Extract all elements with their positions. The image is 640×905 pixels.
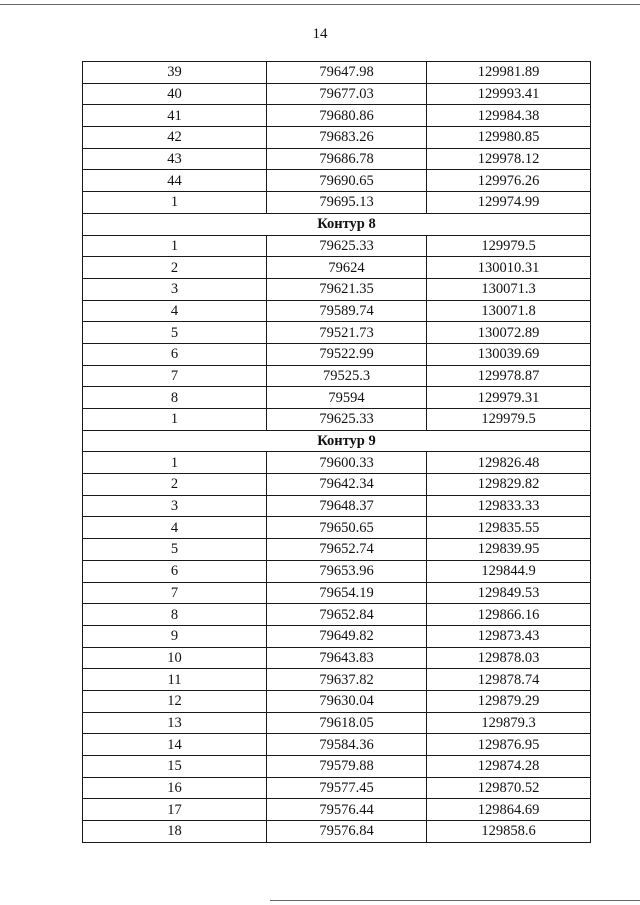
x-coordinate-cell: 79643.83	[267, 647, 427, 669]
table-row	[83, 365, 591, 387]
x-coordinate-cell: 79579.88	[267, 756, 427, 778]
x-coordinate-cell: 79521.73	[267, 322, 427, 344]
point-number-cell: 8	[83, 387, 267, 409]
x-coordinate-cell: 79652.74	[267, 539, 427, 561]
point-number-cell: 7	[83, 582, 267, 604]
point-number-cell: 16	[83, 777, 267, 799]
point-number-cell: 43	[83, 148, 267, 170]
x-coordinate-cell: 79600.33	[267, 452, 427, 474]
table-row	[83, 452, 591, 474]
point-number-cell: 13	[83, 712, 267, 734]
point-number-cell: 14	[83, 734, 267, 756]
y-coordinate-cell: 130072.89	[427, 322, 591, 344]
y-coordinate-cell: 129866.16	[427, 604, 591, 626]
y-coordinate-cell: 129978.12	[427, 148, 591, 170]
y-coordinate-cell: 129976.26	[427, 170, 591, 192]
y-coordinate-cell: 129974.99	[427, 192, 591, 214]
point-number-cell: 42	[83, 127, 267, 149]
point-number-cell: 2	[83, 257, 267, 279]
table-row	[83, 62, 591, 84]
y-coordinate-cell: 130039.69	[427, 343, 591, 365]
table-row	[83, 821, 591, 843]
point-number-cell: 39	[83, 62, 267, 84]
table-row	[83, 582, 591, 604]
x-coordinate-cell: 79584.36	[267, 734, 427, 756]
x-coordinate-cell: 79683.26	[267, 127, 427, 149]
section-title: Контур 9	[317, 433, 376, 450]
y-coordinate-cell: 129833.33	[427, 495, 591, 517]
table-row	[83, 517, 591, 539]
y-coordinate-cell: 129870.52	[427, 777, 591, 799]
y-coordinate-cell: 129979.31	[427, 387, 591, 409]
table-row	[83, 105, 591, 127]
y-coordinate-cell: 129879.29	[427, 690, 591, 712]
y-coordinate-cell: 130010.31	[427, 257, 591, 279]
table-row	[83, 799, 591, 821]
x-coordinate-cell: 79625.33	[267, 235, 427, 257]
point-number-cell: 12	[83, 690, 267, 712]
point-number-cell: 40	[83, 83, 267, 105]
y-coordinate-cell: 129849.53	[427, 582, 591, 604]
point-number-cell: 17	[83, 799, 267, 821]
point-number-cell: 18	[83, 821, 267, 843]
point-number-cell: 44	[83, 170, 267, 192]
section-title: Контур 8	[317, 216, 376, 233]
table-row	[83, 539, 591, 561]
y-coordinate-cell: 129858.6	[427, 821, 591, 843]
y-coordinate-cell: 129826.48	[427, 452, 591, 474]
table-row	[83, 734, 591, 756]
y-coordinate-cell: 129844.9	[427, 560, 591, 582]
x-coordinate-cell: 79624	[267, 257, 427, 279]
table-row	[83, 343, 591, 365]
table-row	[83, 690, 591, 712]
point-number-cell: 2	[83, 474, 267, 496]
table-row	[83, 235, 591, 257]
x-coordinate-cell: 79654.19	[267, 582, 427, 604]
point-number-cell: 8	[83, 604, 267, 626]
table-row	[83, 170, 591, 192]
x-coordinate-cell: 79647.98	[267, 62, 427, 84]
table-row	[83, 560, 591, 582]
scan-edge-top	[0, 4, 640, 5]
table-row	[83, 474, 591, 496]
point-number-cell: 7	[83, 365, 267, 387]
x-coordinate-cell: 79625.33	[267, 409, 427, 431]
point-number-cell: 4	[83, 300, 267, 322]
point-number-cell: 1	[83, 235, 267, 257]
x-coordinate-cell: 79648.37	[267, 495, 427, 517]
table-row	[83, 83, 591, 105]
table-row	[83, 300, 591, 322]
y-coordinate-cell: 129878.03	[427, 647, 591, 669]
table-row	[83, 387, 591, 409]
y-coordinate-cell: 129864.69	[427, 799, 591, 821]
x-coordinate-cell: 79652.84	[267, 604, 427, 626]
table-row	[83, 192, 591, 214]
y-coordinate-cell: 129839.95	[427, 539, 591, 561]
table-row	[83, 669, 591, 691]
table-row	[83, 409, 591, 431]
table-row	[83, 127, 591, 149]
x-coordinate-cell: 79680.86	[267, 105, 427, 127]
table-row	[83, 278, 591, 300]
table-row	[83, 712, 591, 734]
point-number-cell: 1	[83, 409, 267, 431]
section-header-row	[83, 213, 591, 235]
point-number-cell: 1	[83, 452, 267, 474]
page-number: 14	[312, 26, 328, 42]
x-coordinate-cell: 79618.05	[267, 712, 427, 734]
x-coordinate-cell: 79686.78	[267, 148, 427, 170]
y-coordinate-cell: 129835.55	[427, 517, 591, 539]
point-number-cell: 15	[83, 756, 267, 778]
y-coordinate-cell: 129978.87	[427, 365, 591, 387]
y-coordinate-cell: 129993.41	[427, 83, 591, 105]
table-row	[83, 647, 591, 669]
point-number-cell: 41	[83, 105, 267, 127]
x-coordinate-cell: 79589.74	[267, 300, 427, 322]
table-row	[83, 777, 591, 799]
x-coordinate-cell: 79690.65	[267, 170, 427, 192]
y-coordinate-cell: 129984.38	[427, 105, 591, 127]
y-coordinate-cell: 129979.5	[427, 409, 591, 431]
x-coordinate-cell: 79653.96	[267, 560, 427, 582]
x-coordinate-cell: 79577.45	[267, 777, 427, 799]
y-coordinate-cell: 129980.85	[427, 127, 591, 149]
point-number-cell: 9	[83, 625, 267, 647]
x-coordinate-cell: 79677.03	[267, 83, 427, 105]
table-row	[83, 495, 591, 517]
table-row	[83, 756, 591, 778]
x-coordinate-cell: 79621.35	[267, 278, 427, 300]
table-row	[83, 604, 591, 626]
section-header-cell	[83, 430, 591, 452]
point-number-cell: 4	[83, 517, 267, 539]
x-coordinate-cell: 79630.04	[267, 690, 427, 712]
x-coordinate-cell: 79637.82	[267, 669, 427, 691]
x-coordinate-cell: 79576.44	[267, 799, 427, 821]
y-coordinate-cell: 130071.3	[427, 278, 591, 300]
point-number-cell: 5	[83, 539, 267, 561]
section-header-cell	[83, 213, 591, 235]
y-coordinate-cell: 129873.43	[427, 625, 591, 647]
y-coordinate-cell: 129979.5	[427, 235, 591, 257]
y-coordinate-cell: 130071.8	[427, 300, 591, 322]
point-number-cell: 6	[83, 343, 267, 365]
point-number-cell: 1	[83, 192, 267, 214]
table-row	[83, 625, 591, 647]
y-coordinate-cell: 129981.89	[427, 62, 591, 84]
x-coordinate-cell: 79649.82	[267, 625, 427, 647]
coordinates-table	[82, 61, 591, 843]
x-coordinate-cell: 79594	[267, 387, 427, 409]
point-number-cell: 3	[83, 495, 267, 517]
y-coordinate-cell: 129876.95	[427, 734, 591, 756]
table-row	[83, 257, 591, 279]
coordinates-table-body	[83, 62, 591, 843]
point-number-cell: 5	[83, 322, 267, 344]
point-number-cell: 10	[83, 647, 267, 669]
scan-edge-bottom	[270, 900, 640, 901]
x-coordinate-cell: 79576.84	[267, 821, 427, 843]
point-number-cell: 3	[83, 278, 267, 300]
section-header-row	[83, 430, 591, 452]
table-row	[83, 148, 591, 170]
x-coordinate-cell: 79650.65	[267, 517, 427, 539]
y-coordinate-cell: 129874.28	[427, 756, 591, 778]
table-row	[83, 322, 591, 344]
y-coordinate-cell: 129829.82	[427, 474, 591, 496]
x-coordinate-cell: 79642.34	[267, 474, 427, 496]
x-coordinate-cell: 79525.3	[267, 365, 427, 387]
point-number-cell: 6	[83, 560, 267, 582]
y-coordinate-cell: 129879.3	[427, 712, 591, 734]
x-coordinate-cell: 79695.13	[267, 192, 427, 214]
x-coordinate-cell: 79522.99	[267, 343, 427, 365]
point-number-cell: 11	[83, 669, 267, 691]
y-coordinate-cell: 129878.74	[427, 669, 591, 691]
